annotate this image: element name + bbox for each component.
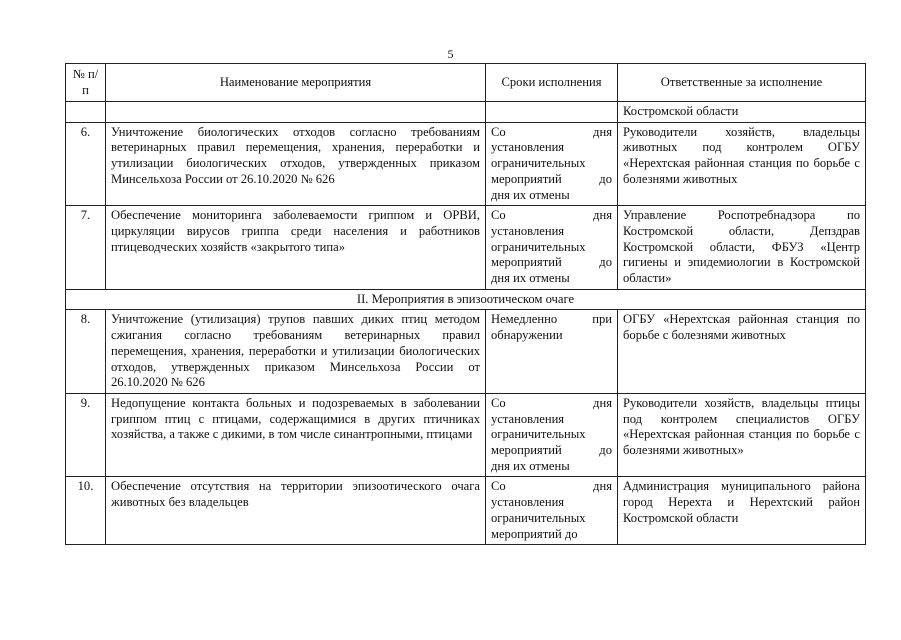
table-row: [66, 477, 866, 545]
header-resp: Ответственные за исполнение: [618, 64, 866, 102]
measures-table: [65, 63, 866, 545]
table-row: [66, 206, 866, 290]
term-line: ограничительных: [491, 510, 586, 525]
cell-term: [486, 310, 618, 394]
cell-num: 10.: [66, 477, 106, 545]
table-row: [66, 310, 866, 394]
cell-resp: Управление Роспотребнадзора по Костромской области, Депздрав Костромской области, ФБУЗ «Центр гигиены и эпидемиологии в Костромской области»: [618, 206, 866, 290]
table-row-continued: [66, 102, 866, 123]
term-line: установления: [491, 140, 565, 155]
page-number: 5: [447, 47, 454, 61]
term-line: установления: [491, 223, 565, 238]
header-num: № п/п: [66, 64, 106, 102]
table-row: [66, 393, 866, 477]
cell-name: Уничтожение биологических отходов согласно требованиям ветеринарных правил перемещения, хранения, переработки и утилизации биологических отходов, утвержденных приказом Минсельхоза России от 26.10.2020 № 626: [106, 122, 486, 206]
term-line: ограничительных: [491, 239, 586, 254]
section-row: [66, 289, 866, 310]
term-line: мероприятий до: [491, 526, 578, 541]
cell-resp: ОГБУ «Нерехтская районная станция по борьбе с болезнями животных: [618, 310, 866, 394]
term-line: мероприятий до: [491, 171, 612, 186]
cell-name: Недопущение контакта больных и подозреваемых в заболевании гриппом птиц с птицами, содержащимися в других птичниках хозяйства, а также с дикими, в том числе синантропными, птицами: [106, 393, 486, 477]
cell-resp: Руководители хозяйств, владельцы животных под контролем ОГБУ «Нерехтская районная станция по борьбе с болезнями животных: [618, 122, 866, 206]
cell-num: 9.: [66, 393, 106, 477]
term-line: Со дня: [491, 395, 612, 410]
term-line: Немедленно при: [491, 312, 612, 327]
header-term: Сроки исполнения: [486, 64, 618, 102]
cell-name: Уничтожение (утилизация) трупов павших диких птиц методом сжигания согласно требованиям ветеринарных правил перемещения, хранения, переработки и утилизации биологических отходов, утвержденных приказом Минсельхоза России от 26.10.2020 № 626: [106, 310, 486, 394]
term-line: Со дня: [491, 124, 612, 139]
cell-term: [486, 122, 618, 206]
cell-num: 7.: [66, 206, 106, 290]
cell-term: [486, 393, 618, 477]
cell-resp: Руководители хозяйств, владельцы птицы под контролем специалистов ОГБУ «Нерехтская районная станция по борьбе с болезнями животных»: [618, 393, 866, 477]
term-line: ограничительных: [491, 156, 586, 171]
term-line: обнаружении: [491, 328, 563, 343]
header-name: Наименование мероприятия: [106, 64, 486, 102]
table-header-row: [66, 64, 866, 102]
term-line: установления: [491, 495, 565, 510]
term-line: Со дня: [491, 479, 612, 494]
table-row: [66, 122, 866, 206]
section-title: II. Мероприятия в эпизоотическом очаге: [66, 289, 866, 310]
cell-term: [486, 477, 618, 545]
term-line: ограничительных: [491, 427, 586, 442]
term-line: дня их отмены: [491, 458, 570, 473]
cell-term: [486, 206, 618, 290]
cell-name: Обеспечение отсутствия на территории эпизоотического очага животных без владельцев: [106, 477, 486, 545]
term-line: дня их отмены: [491, 271, 570, 286]
term-line: мероприятий до: [491, 443, 612, 458]
cell-name: Обеспечение мониторинга заболеваемости гриппом и ОРВИ, циркуляции вирусов гриппа среди населения и работников птицеводческих хозяйств «закрытого типа»: [106, 206, 486, 290]
cell-resp: Костромской области: [618, 102, 866, 123]
term-line: Со дня: [491, 208, 612, 223]
cell-resp: Администрация муниципального района город Нерехта и Нерехтский район Костромской области: [618, 477, 866, 545]
cell-num: 6.: [66, 122, 106, 206]
term-line: мероприятий до: [491, 255, 612, 270]
term-line: установления: [491, 411, 565, 426]
cell-num: 8.: [66, 310, 106, 394]
term-line: дня их отмены: [491, 187, 570, 202]
